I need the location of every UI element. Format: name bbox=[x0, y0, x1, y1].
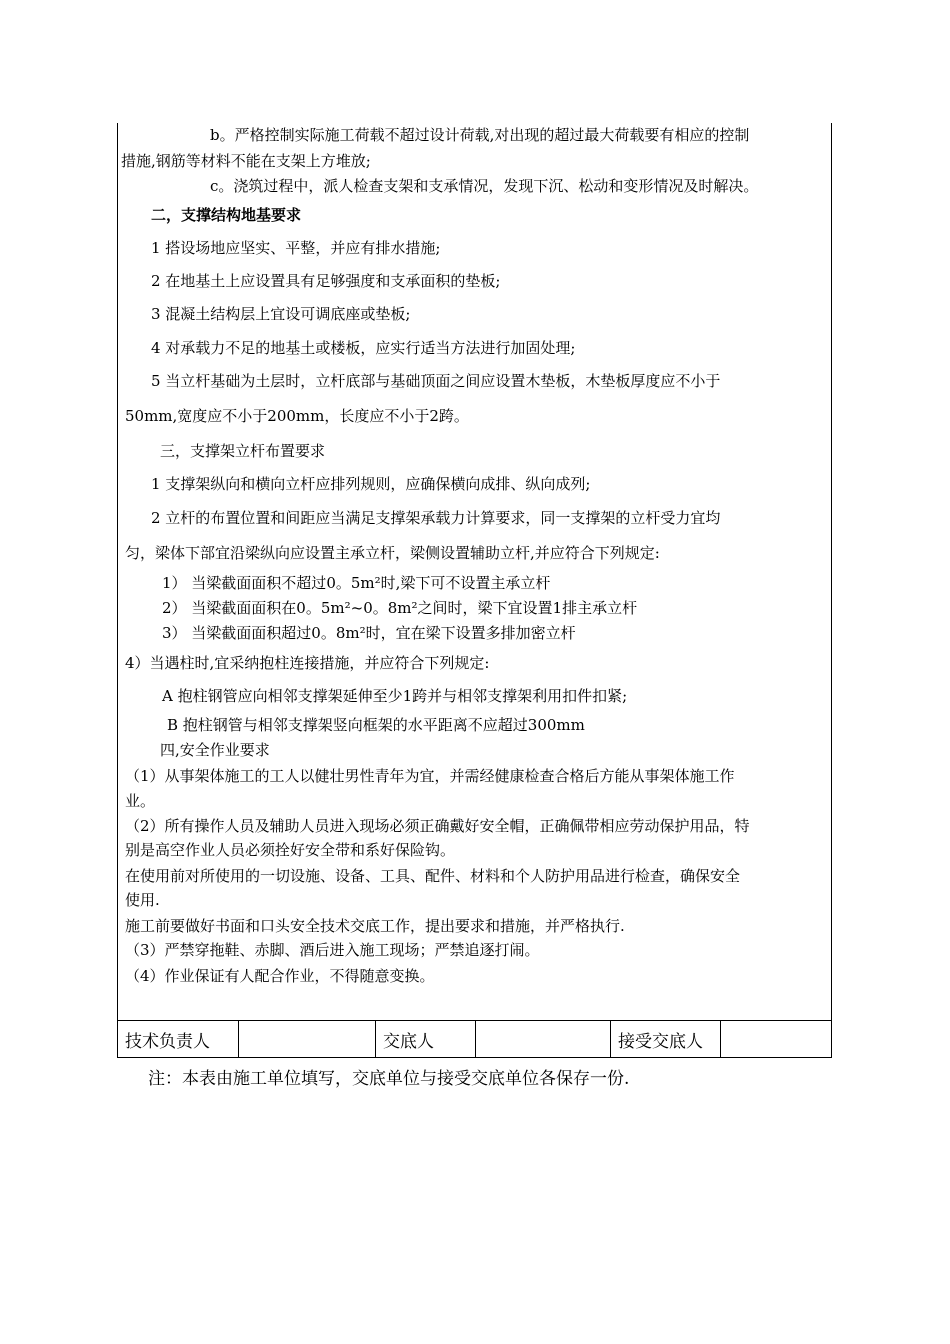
footnote: 注：本表由施工单位填写，交底单位与接受交底单位各保存一份. bbox=[148, 1069, 630, 1089]
sub-rule: 3） 当梁截面面积超过0。8m²时，宜在梁下设置多排加密立杆 bbox=[162, 624, 576, 642]
safety-line: （1）从事架体施工的工人以健壮男性青年为宜，并需经健康检查合格后方能从事架体施工作 bbox=[125, 767, 735, 785]
clause-c: c。浇筑过程中，派人检查支架和支承情况，发现下沉、松动和变形情况及时解决。 bbox=[210, 177, 759, 195]
section-2-item: 2 在地基土上应设置具有足够强度和支承面积的垫板; bbox=[151, 272, 501, 290]
section-2-item: 4 对承载力不足的地基土或楼板，应实行适当方法进行加固处理; bbox=[151, 339, 576, 357]
tech-lead-label: 技术负责人 bbox=[118, 1021, 239, 1057]
sub-rule: 1） 当梁截面面积不超过0。5m²时,梁下可不设置主承立杆 bbox=[162, 574, 551, 592]
safety-line: 在使用前对所使用的一切设施、设备、工具、配件、材料和个人防护用品进行检查，确保安全 bbox=[125, 867, 741, 885]
section-2-item: 1 搭设场地应坚实、平整，并应有排水措施; bbox=[151, 239, 441, 257]
safety-line: 业。 bbox=[125, 792, 156, 810]
section-3-item: 2 立杆的布置位置和间距应当满足支撑架承载力计算要求，同一支撑架的立杆受力宜均 bbox=[151, 509, 721, 527]
sub-rule-a: A 抱柱钢管应向相邻支撑架延伸至少1跨并与相邻支撑架利用扣件扣紧; bbox=[162, 687, 628, 705]
section-2-item: 5 当立杆基础为土层时，立杆底部与基础顶面之间应设置木垫板，木垫板厚度应不小于 bbox=[151, 372, 721, 390]
section-3-item: 1 支撑架纵向和横向立杆应排列规则，应确保横向成排、纵向成列; bbox=[151, 475, 591, 493]
section-2-item-cont: 50mm,宽度应不小于200mm，长度应不小于2跨。 bbox=[125, 407, 469, 425]
sub-rule: 4）当遇柱时,宜采纳抱柱连接措施，并应符合下列规定: bbox=[125, 654, 490, 672]
clause-b-line2: 措施,钢筋等材料不能在支架上方堆放; bbox=[121, 152, 371, 170]
receiver-field[interactable] bbox=[721, 1021, 831, 1057]
section-2-item: 3 混凝土结构层上宜设可调底座或垫板; bbox=[151, 305, 411, 323]
safety-line: （3）严禁穿拖鞋、赤脚、酒后进入施工现场；严禁追逐打闹。 bbox=[125, 941, 540, 959]
signature-row bbox=[117, 1020, 832, 1058]
tech-lead-field[interactable] bbox=[239, 1021, 376, 1057]
receiver-label: 接受交底人 bbox=[611, 1021, 721, 1057]
safety-line: （2）所有操作人员及辅助人员进入现场必须正确戴好安全帽，正确佩带相应劳动保护用品，特 bbox=[125, 817, 750, 835]
safety-line: 施工前要做好书面和口头安全技术交底工作，提出要求和措施，并严格执行. bbox=[125, 917, 625, 935]
safety-line: （4）作业保证有人配合作业，不得随意变换。 bbox=[125, 967, 435, 985]
clause-b-line1: b。严格控制实际施工荷载不超过设计荷载,对出现的超过最大荷载要有相应的控制 bbox=[210, 126, 750, 144]
section-3-title: 三，支撑架立杆布置要求 bbox=[160, 442, 326, 460]
briefer-field[interactable] bbox=[476, 1021, 611, 1057]
safety-line: 别是高空作业人员必须拴好安全带和系好保险钩。 bbox=[125, 841, 456, 859]
section-4-title: 四,安全作业要求 bbox=[160, 741, 270, 759]
safety-line: 使用. bbox=[125, 891, 160, 909]
section-2-title: 二，支撑结构地基要求 bbox=[151, 206, 302, 224]
sub-rule: 2） 当梁截面面积在0。5m²~0。8m²之间时，梁下宜设置1排主承立杆 bbox=[162, 599, 638, 617]
briefer-label: 交底人 bbox=[376, 1021, 476, 1057]
section-3-item-cont: 匀，梁体下部宜沿梁纵向应设置主承立杆，梁侧设置辅助立杆,并应符合下列规定: bbox=[125, 544, 660, 562]
sub-rule-b: B 抱柱钢管与相邻支撑架竖向框架的水平距离不应超过300mm bbox=[167, 716, 585, 734]
